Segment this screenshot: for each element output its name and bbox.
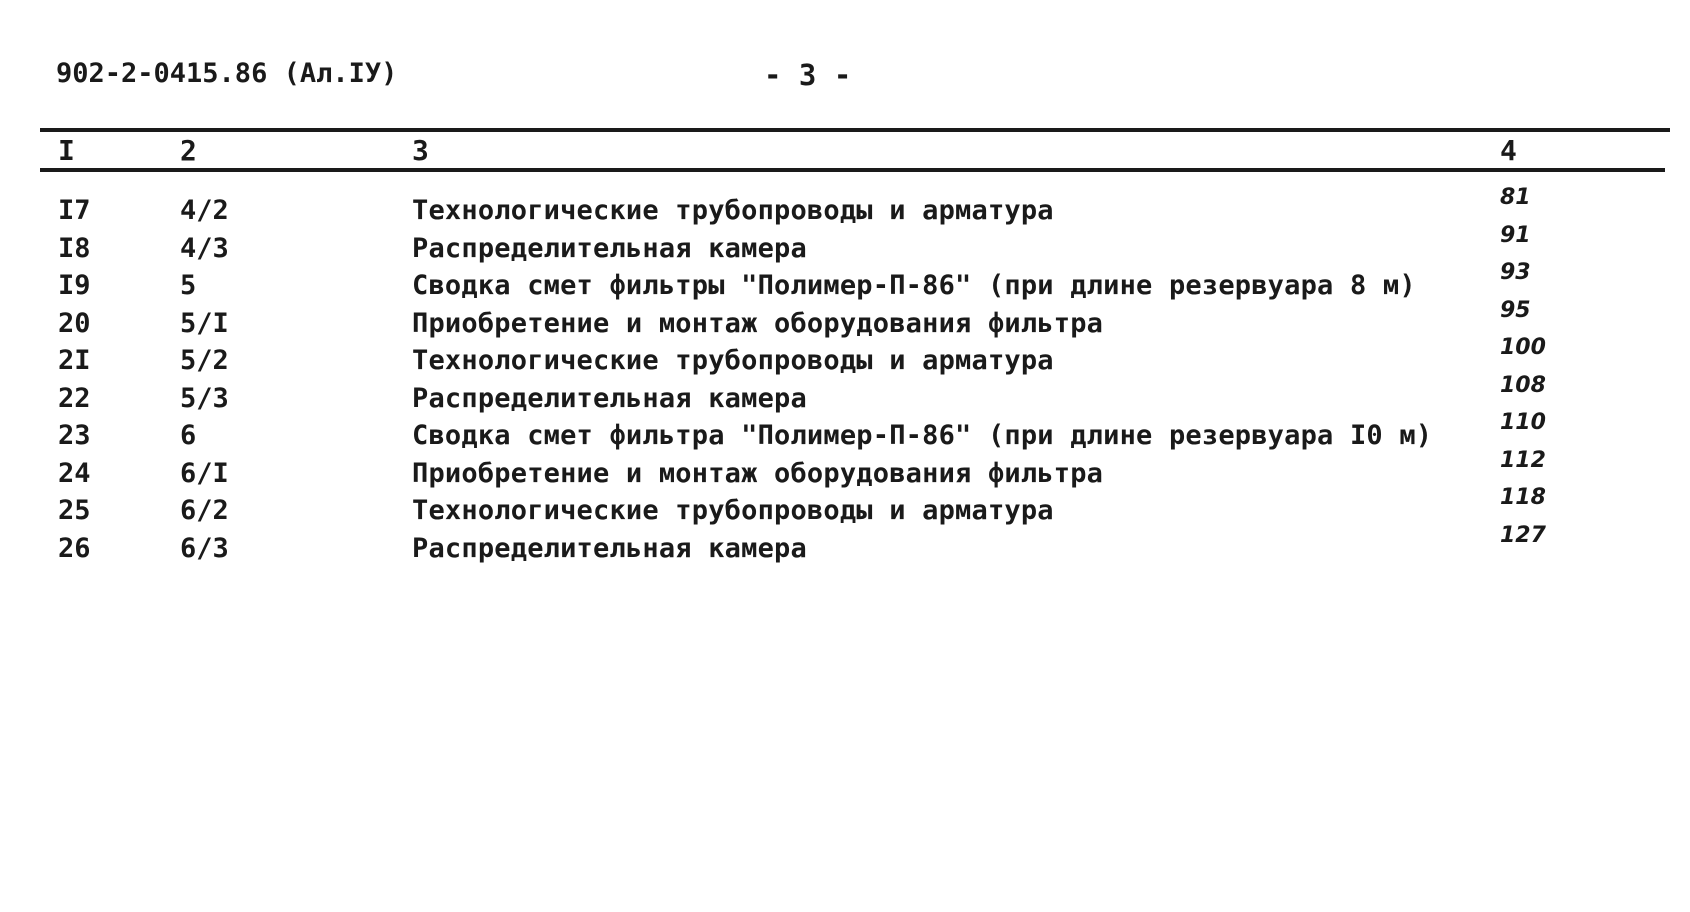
row-title: Технологические трубопроводы и арматура (412, 345, 1054, 376)
row-number: 24 (58, 457, 91, 489)
column-header-1: I (58, 134, 75, 167)
row-title: Сводка смет фильтра "Полимер-П-86" (при длине резервуара I0 м) (412, 420, 1433, 451)
row-code: 6 (180, 420, 197, 451)
table-row (0, 372, 1690, 421)
table-header-rule (40, 168, 1665, 172)
row-page: 95 (1500, 297, 1531, 323)
row-page: 93 (1500, 260, 1531, 285)
row-number: 2I (58, 345, 91, 376)
row-title: Технологические трубопроводы и арматура (412, 195, 1054, 226)
table-row (0, 335, 1690, 383)
page-number: - 3 - (764, 58, 852, 92)
table-row (0, 297, 1690, 346)
row-code: 6/2 (180, 495, 229, 526)
row-page: 112 (1500, 447, 1546, 473)
table-row (0, 485, 1690, 533)
row-code: 5 (180, 270, 197, 301)
row-title: Приобретение и монтаж оборудования фильтра (412, 307, 1104, 339)
table-row (0, 447, 1690, 496)
row-number: 23 (58, 420, 91, 451)
row-page: 91 (1500, 222, 1531, 248)
row-title: Распределительная камера (412, 382, 807, 414)
row-number: 20 (58, 307, 91, 339)
row-code: 5/I (180, 307, 229, 339)
table-row (0, 522, 1690, 571)
row-page: 118 (1500, 485, 1546, 510)
row-code: 6/3 (180, 532, 229, 564)
table-row (0, 260, 1690, 308)
row-code: 5/2 (180, 345, 229, 376)
column-header-2: 2 (180, 134, 197, 167)
table-row (0, 185, 1690, 233)
row-code: 4/2 (180, 195, 229, 226)
row-code: 5/3 (180, 382, 229, 414)
row-title: Распределительная камера (412, 232, 807, 264)
column-header-3: 3 (412, 134, 429, 167)
document-code: 902-2-0415.86 (Ал.IУ) (56, 58, 398, 89)
row-title: Распределительная камера (412, 532, 807, 564)
table-row (0, 222, 1690, 271)
row-title: Приобретение и монтаж оборудования фильтра (412, 457, 1104, 489)
row-number: I8 (58, 232, 91, 264)
row-number: 25 (58, 495, 91, 526)
table-top-rule (40, 128, 1670, 132)
row-number: 22 (58, 382, 91, 414)
row-code: 6/I (180, 457, 229, 489)
row-number: I7 (58, 195, 91, 226)
row-title: Сводка смет фильтры "Полимер-П-86" (при длине резервуара 8 м) (412, 270, 1416, 301)
row-page: 127 (1500, 522, 1546, 548)
row-page: 100 (1500, 335, 1546, 360)
row-number: I9 (58, 270, 91, 301)
row-title: Технологические трубопроводы и арматура (412, 495, 1054, 526)
row-code: 4/3 (180, 232, 229, 264)
table-row (0, 410, 1690, 458)
column-header-4: 4 (1500, 134, 1517, 167)
row-number: 26 (58, 532, 91, 564)
row-page: 81 (1500, 185, 1531, 210)
row-page: 108 (1500, 372, 1546, 398)
row-page: 110 (1500, 410, 1546, 435)
table-body (0, 185, 1690, 570)
